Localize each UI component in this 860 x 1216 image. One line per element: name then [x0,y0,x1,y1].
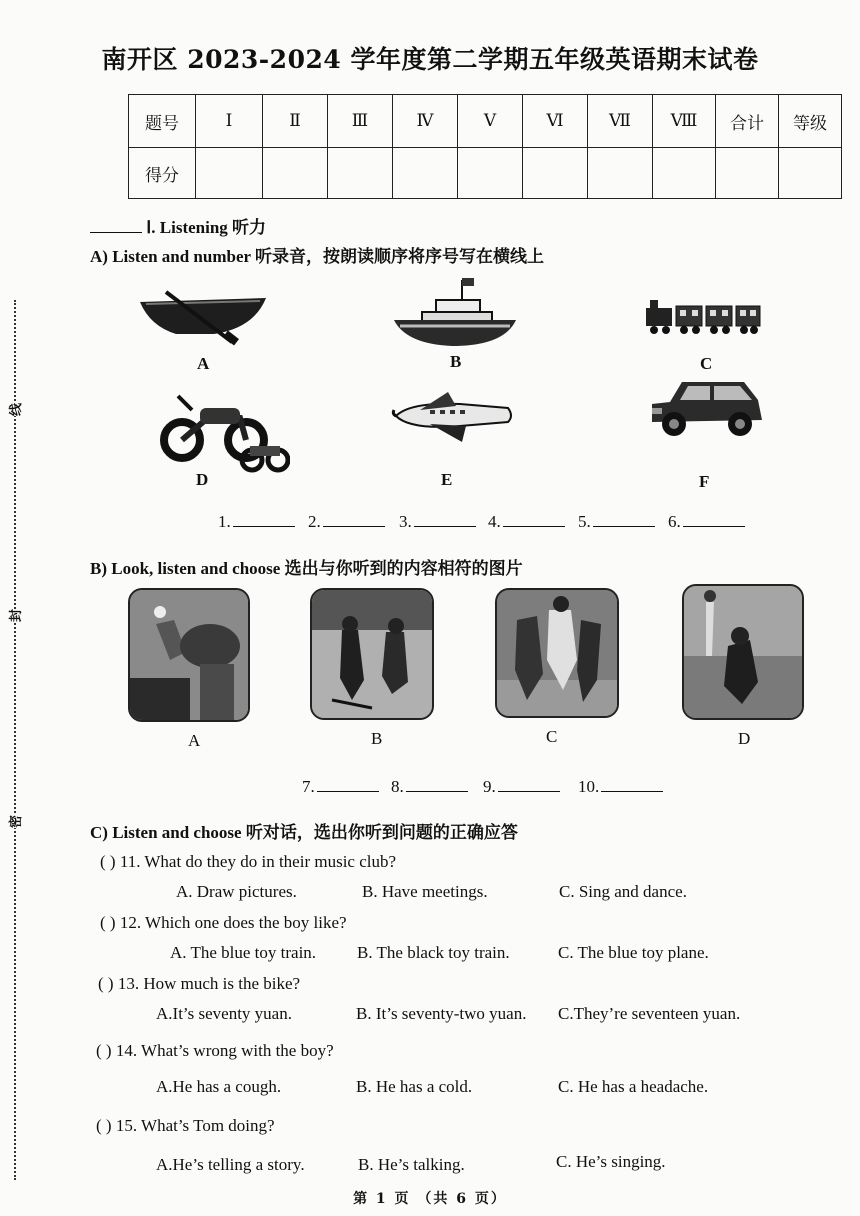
question-12 [100,913,347,933]
question-text: 14. What’s wrong with the boy? [115,1041,334,1060]
car-picture [648,376,766,442]
row-label: 得分 [129,148,196,199]
photo-label: D [738,729,751,748]
score-cell[interactable] [328,148,393,199]
blank-number: 3. [399,512,412,531]
picture-label: C [700,354,713,373]
photo-d [682,584,804,720]
answer-blank-4[interactable] [488,512,565,532]
score-cell[interactable] [588,148,653,199]
answer-paren[interactable]: ( ) [100,913,116,932]
question-13 [98,974,300,994]
blank-number: 1. [218,512,231,531]
option-a: A.It’s seventy yuan. [156,1004,292,1023]
picture-label: B [450,352,462,371]
section1-header [90,213,266,238]
option-b: B. It’s seventy-two yuan. [356,1004,527,1023]
picture-label: D [196,470,209,489]
answer-blank-2[interactable] [308,512,385,532]
header-cell: Ⅷ [653,95,716,148]
partC-title: C) Listen and choose 听对话，选出你听到问题的正确应答 [90,823,518,842]
question-text: 15. What’s Tom doing? [115,1116,275,1135]
blank-number: 6. [668,512,681,531]
option-c: C. Sing and dance. [559,882,687,901]
answer-paren[interactable]: ( ) [96,1116,112,1135]
option-b: B. He’s talking. [358,1155,465,1174]
answer-blank-10[interactable] [578,777,663,797]
score-cell[interactable] [393,148,458,199]
answer-blank-5[interactable] [578,512,655,532]
header-cell: 题号 [129,95,196,148]
question-text: 13. How much is the bike? [117,974,301,993]
binding-char-seal: 封 [5,609,24,622]
spaceshuttle-picture [390,390,516,446]
binding-line [14,300,16,1180]
photo-label: A [188,731,201,750]
photo-label: B [371,729,383,748]
option-b: B. Have meetings. [362,882,488,901]
partB-title: B) Look, listen and choose 选出与你听到的内容相符的图片 [90,559,523,578]
header-cell: Ⅲ [328,95,393,148]
answer-blank-1[interactable] [218,512,295,532]
section1-title: Ⅰ. Listening 听力 [146,218,267,237]
picture-label: A [197,354,210,373]
question-text: 12. Which one does the boy like? [119,913,347,932]
score-value-row [129,148,842,199]
blank-number: 5. [578,512,591,531]
header-cell: Ⅵ [523,95,588,148]
header-cell: Ⅳ [393,95,458,148]
header-cell: 合计 [716,95,779,148]
train-picture [642,296,764,336]
header-cell: Ⅶ [588,95,653,148]
blank-number: 4. [488,512,501,531]
option-a: A.He’s telling a story. [156,1155,305,1174]
page-footer: 第 1 页 （共 6 页） [353,1191,507,1207]
motorbike-picture [160,388,290,474]
photo-label: C [546,727,558,746]
header-cell: Ⅴ [458,95,523,148]
header-cell: Ⅱ [263,95,328,148]
option-c: C. He’s singing. [556,1152,666,1171]
score-cell[interactable] [458,148,523,199]
blank-number: 8. [391,777,404,796]
answer-paren[interactable]: ( ) [96,1041,112,1060]
score-cell[interactable] [716,148,779,199]
answer-blank-7[interactable] [302,777,379,797]
header-cell: Ⅰ [196,95,263,148]
blank-number: 9. [483,777,496,796]
photo-a [128,588,250,722]
score-cell[interactable] [263,148,328,199]
partA-title: A) Listen and number 听录音，按朗读顺序将序号写在横线上 [90,247,544,266]
option-c: C.They’re seventeen yuan. [558,1004,741,1023]
option-b: B. He has a cold. [356,1077,473,1096]
option-b: B. The black toy train. [357,943,510,962]
option-a: A. Draw pictures. [176,882,297,901]
blank-number: 2. [308,512,321,531]
question-14 [96,1041,334,1061]
answer-paren[interactable]: ( ) [98,974,114,993]
answer-blank-9[interactable] [483,777,560,797]
score-table [128,94,842,199]
rowboat-picture [136,286,272,346]
blank-number: 10. [578,777,600,796]
score-cell[interactable] [523,148,588,199]
answer-blank-3[interactable] [399,512,476,532]
option-a: A. The blue toy train. [170,943,317,962]
answer-paren[interactable]: ( ) [100,852,116,871]
binding-char-line: 线 [5,403,24,416]
question-11 [100,852,396,872]
photo-b [310,588,434,720]
picture-label: E [441,470,453,489]
question-text: 11. What do they do in their music club? [119,852,397,871]
blank-number: 7. [302,777,315,796]
header-cell: 等级 [779,95,842,148]
picture-label: F [699,472,710,491]
answer-blank-6[interactable] [668,512,745,532]
score-cell[interactable] [196,148,263,199]
binding-char-secret: 密 [5,815,24,828]
option-a: A.He has a cough. [156,1077,282,1096]
score-cell[interactable] [653,148,716,199]
section-score-blank[interactable] [90,232,142,233]
option-c: C. He has a headache. [558,1077,709,1096]
page-title: 南开区 2023-2024 学年度第二学期五年级英语期末试卷 [101,45,759,74]
ship-picture [392,274,518,350]
answer-blank-8[interactable] [391,777,468,797]
score-cell[interactable] [779,148,842,199]
photo-c [495,588,619,718]
score-header-row [129,95,842,148]
option-c: C. The blue toy plane. [558,943,709,962]
question-15 [96,1116,275,1136]
